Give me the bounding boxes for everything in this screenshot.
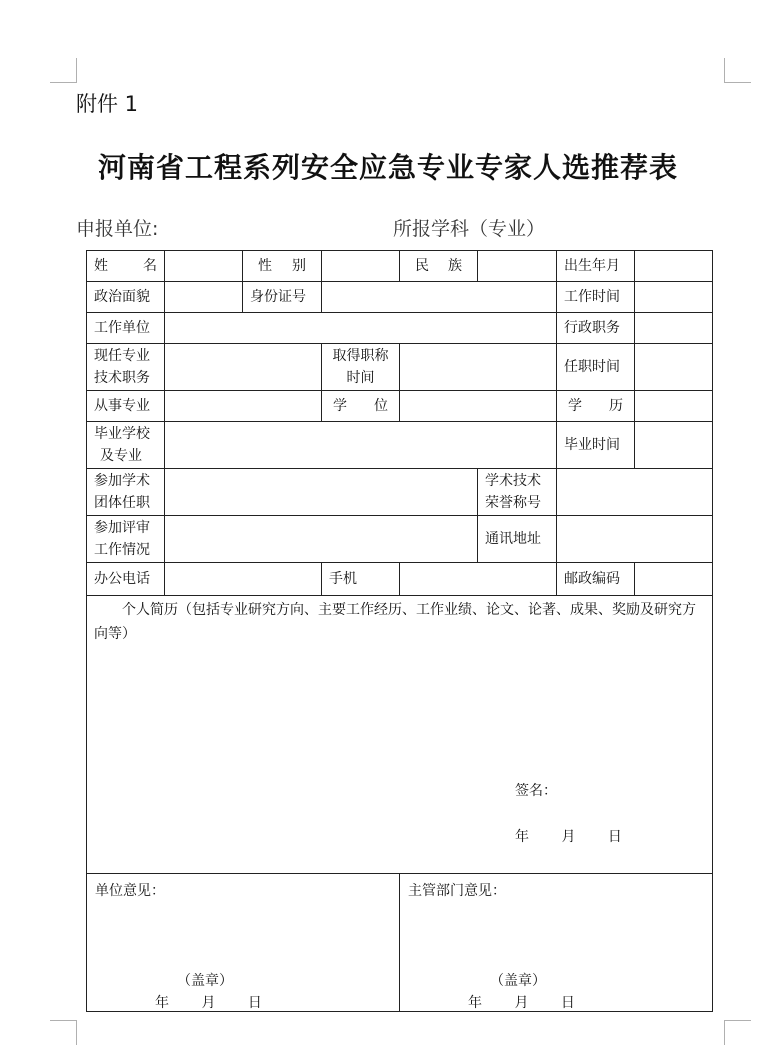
row-opinions (87, 874, 713, 1012)
dept-seal-label: （盖章） (490, 973, 546, 989)
field-work-unit[interactable] (165, 313, 557, 344)
resume-heading: 个人简历（包括专业研究方向、主要工作经历、工作业绩、论文、论著、成果、奖励及研究方向等） (94, 602, 696, 642)
page-title: 河南省工程系列安全应急专业专家人选推荐表 (97, 151, 678, 184)
crop-mark-top-right (724, 58, 751, 83)
field-political[interactable] (165, 282, 243, 313)
field-birth[interactable] (635, 251, 713, 282)
label-birth: 出生年月 (557, 251, 635, 282)
row-resume (87, 596, 713, 874)
row-specialty (87, 391, 713, 422)
label-office-phone: 办公电话 (87, 563, 165, 596)
field-assoc[interactable] (165, 469, 478, 516)
dept-opinion-date: 年 月 日 (468, 995, 575, 1011)
label-admin-post: 行政职务 (557, 313, 635, 344)
row-school (87, 422, 713, 469)
label-work-time: 工作时间 (557, 282, 635, 313)
field-school[interactable] (165, 422, 557, 469)
row-basic (87, 251, 713, 282)
resume-section[interactable] (87, 596, 713, 874)
label-mobile: 手机 (322, 563, 400, 596)
unit-opinion-section[interactable] (87, 874, 400, 1012)
unit-label: 申报单位: (76, 218, 159, 240)
label-grad-time: 毕业时间 (557, 422, 635, 469)
label-postcode: 邮政编码 (557, 563, 635, 596)
recommendation-form (86, 250, 713, 1012)
field-postcode[interactable] (635, 563, 713, 596)
row-work-unit (87, 313, 713, 344)
label-honor: 学术技术 荣誉称号 (478, 469, 557, 516)
crop-mark-bottom-right (724, 1020, 751, 1045)
field-ethnicity[interactable] (478, 251, 557, 282)
label-ethnicity: 民 族 (400, 251, 478, 282)
unit-seal-label: （盖章） (177, 973, 233, 989)
label-review: 参加评审 工作情况 (87, 516, 165, 563)
field-id-no[interactable] (322, 282, 557, 313)
field-current-title[interactable] (165, 344, 322, 391)
field-obtain-time[interactable] (400, 344, 557, 391)
field-review[interactable] (165, 516, 478, 563)
label-school: 毕业学校 及专业 (87, 422, 165, 469)
field-admin-post[interactable] (635, 313, 713, 344)
field-tenure[interactable] (635, 344, 713, 391)
label-name: 姓 名 (87, 251, 165, 282)
label-work-unit: 工作单位 (87, 313, 165, 344)
field-specialty[interactable] (165, 391, 322, 422)
dept-opinion-label: 主管部门意见： (408, 883, 506, 899)
resume-date: 年 月 日 (515, 829, 622, 845)
field-address[interactable] (557, 516, 713, 563)
unit-opinion-date: 年 月 日 (155, 995, 262, 1011)
label-obtain-time: 取得职称 时间 (322, 344, 400, 391)
label-degree: 学 位 (322, 391, 400, 422)
field-name[interactable] (165, 251, 243, 282)
dept-opinion-section[interactable] (400, 874, 713, 1012)
annex-label: 附件 1 (76, 92, 139, 116)
label-specialty: 从事专业 (87, 391, 165, 422)
row-title (87, 344, 713, 391)
unit-opinion-label: 单位意见： (95, 883, 165, 899)
label-current-title: 现任专业 技术职务 (87, 344, 165, 391)
row-phone (87, 563, 713, 596)
field-grad-time[interactable] (635, 422, 713, 469)
field-work-time[interactable] (635, 282, 713, 313)
row-assoc (87, 469, 713, 516)
label-assoc: 参加学术 团体任职 (87, 469, 165, 516)
subject-label: 所报学科（专业） (393, 218, 546, 240)
field-degree[interactable] (400, 391, 557, 422)
field-office-phone[interactable] (165, 563, 322, 596)
row-review (87, 516, 713, 563)
field-honor[interactable] (557, 469, 713, 516)
field-mobile[interactable] (400, 563, 557, 596)
signature-label: 签名： (515, 783, 557, 799)
label-gender: 性 别 (243, 251, 322, 282)
label-education: 学 历 (557, 391, 635, 422)
row-political (87, 282, 713, 313)
label-political: 政治面貌 (87, 282, 165, 313)
label-id-no: 身份证号 (243, 282, 322, 313)
label-tenure: 任职时间 (557, 344, 635, 391)
crop-mark-bottom-left (50, 1020, 77, 1045)
crop-mark-top-left (50, 58, 77, 83)
field-gender[interactable] (322, 251, 400, 282)
label-address: 通讯地址 (478, 516, 557, 563)
field-education[interactable] (635, 391, 713, 422)
